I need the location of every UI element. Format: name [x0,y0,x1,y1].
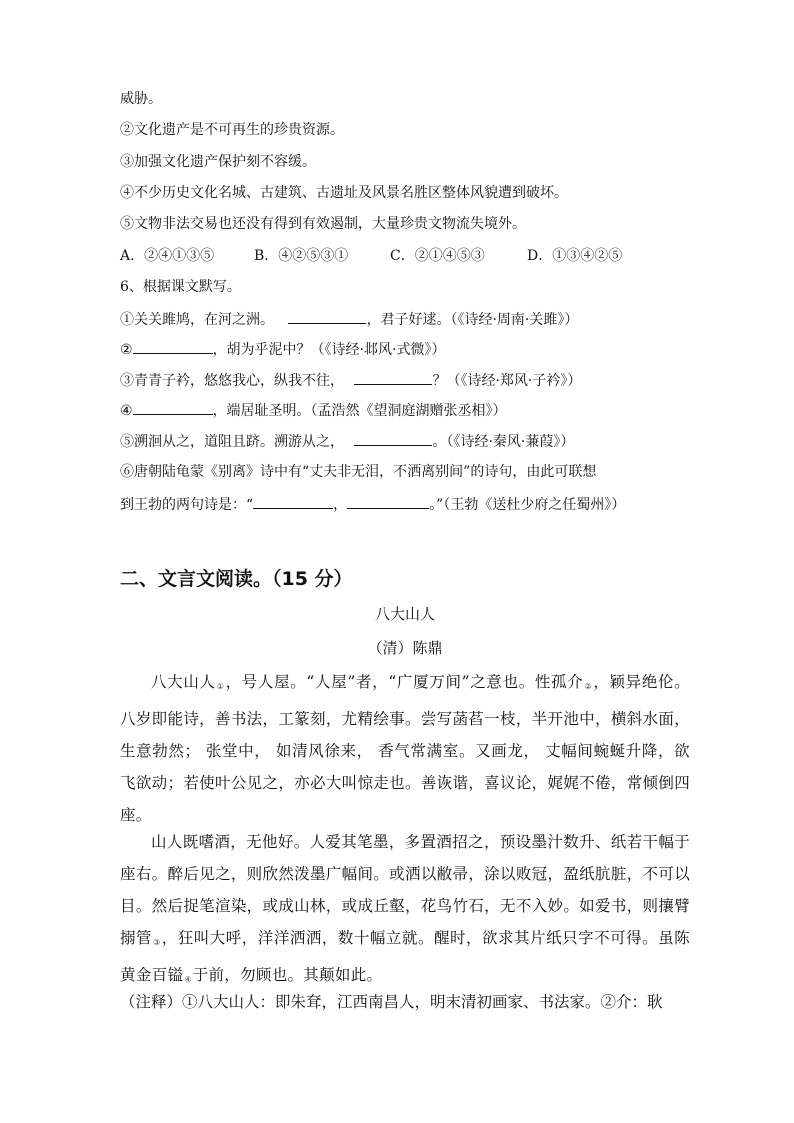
essay-title: 八大山人 [374,605,435,623]
option-text-2: ②文化遗产是不可再生的珍贵资源。 [120,122,344,138]
question-6-title: 6、根据课文默写。 [120,279,241,295]
recitation-2-number: ② [120,342,133,358]
answer-blank[interactable] [354,370,432,385]
answer-blank[interactable] [133,400,213,415]
footnote-marker-2[interactable]: ② [584,682,593,691]
recitation-item-6: ⑥唐朝陆龟蒙《别离》诗中有“丈夫非无泪，不洒离别间”的诗句，由此可联想 [120,464,597,480]
footnote-text: （注释）①八大山人：即朱耷，江西南昌人，明末清初画家、书法家。②介：耿 [120,993,663,1011]
p2-text-a: 山人既嗜酒，无他好。人爱其笔墨，多置酒招之，预设墨汁数升、纸若干幅于座右。醉后见之，则欣然泼墨广幅间。或洒以敝帚，涂以败冠，盈纸肮脏，不可以目。然后捉笔渲染，或成山林，或成丘壑，花鸟竹石，无不入妙。如爱书，则攘臂搦管 [120,833,690,947]
recitation-1-source: ，君子好逑。（《诗经·周南·关雎》） [366,312,579,328]
footnote-marker-4[interactable]: ④ [184,975,192,984]
p1-text-b: ，号人屋。“人屋”者，“广厦万间”之意也。性孤介 [225,673,584,691]
option-text-continuation: 威胁。 [120,91,162,107]
p1-text-c: ，颖异绝伦。八岁即能诗，善书法，工篆刻，尤精绘事。尝写菡萏一枝，半开池中，横斜水面， 生意勃然； 张堂中， 如清风徐来， 香气常满室。又画龙， 丈幅间蜿蜒升降，欲飞欲动；若使叶公见之，亦必大叫惊走也。善诙谐，喜议论，娓娓不倦，常倾倒四座。 [120,673,690,824]
essay-paragraph-1 [120,666,690,831]
answer-choices [120,246,690,266]
recitation-item-5 [120,431,690,452]
essay-author: （清）陈鼎 [367,639,443,657]
recitation-2-source: ，胡为乎泥中？（《诗经·邶风·式微》） [212,342,446,358]
p1-text-a: 八大山人 [151,673,216,691]
essay-paragraph-2 [120,826,690,996]
recitation-1-prompt: ①关关雎鸠，在河之洲。 [120,312,274,328]
recitation-item-3 [120,370,690,391]
p2-text-b: ，狂叫大呼，洋洋洒洒，数十幅立就。醒时，欲求其片纸只字不可得。虽陈黄金百镒 [120,929,690,984]
answer-blank[interactable] [354,431,432,446]
recitation-item-1 [120,309,690,330]
option-text-5: ⑤文物非法交易也还没有得到有效遏制，大量珍贵文物流失境外。 [120,216,526,232]
option-text-3: ③加强文化遗产保护刻不容缓。 [120,154,316,170]
recitation-5-source: 。（《诗经·秦风·蒹葭》） [432,434,575,450]
section-2-heading: 二、文言文阅读。（15 分） [120,568,353,590]
answer-blank[interactable] [288,309,366,324]
answer-blank[interactable] [347,494,429,509]
recitation-item-4 [120,400,690,421]
footnote-marker-3[interactable]: ③ [153,938,161,947]
recitation-3-prompt: ③青青子衿，悠悠我心，纵我不往， [120,373,344,389]
recitation-5-prompt: ⑤溯洄从之，道阻且跻。溯游从之， [120,434,344,450]
recitation-4-number: ④ [120,403,133,419]
recitation-6-comma: ， [333,497,348,513]
choice-b[interactable]: B．④②⑤③① [254,248,349,264]
answer-blank[interactable] [133,339,213,354]
choice-c[interactable]: C．②①④⑤③ [390,248,485,264]
recitation-item-2 [120,339,690,360]
recitation-3-source: ？（《诗经·郑风·子衿》） [432,373,582,389]
footnote-marker-1[interactable]: ① [216,682,225,691]
recitation-6-source: 。”（王勃《送杜少府之任蜀州》） [429,497,626,513]
answer-blank[interactable] [253,494,333,509]
p2-text-c: 于前，勿顾也。其颠如此。 [192,966,383,984]
option-text-4: ④不少历史文化名城、古建筑、古遗址及风景名胜区整体风貌遭到破坏。 [120,185,568,201]
choice-d[interactable]: D．①③④②⑤ [527,248,623,264]
recitation-4-source: ，端居耻圣明。（孟浩然《望洞庭湖赠张丞相》） [212,403,507,419]
recitation-6-prompt: 到王勃的两句诗是：“ [120,497,254,513]
choice-a[interactable]: A．②④①③⑤ [120,248,215,264]
recitation-item-6-cont [120,494,690,515]
